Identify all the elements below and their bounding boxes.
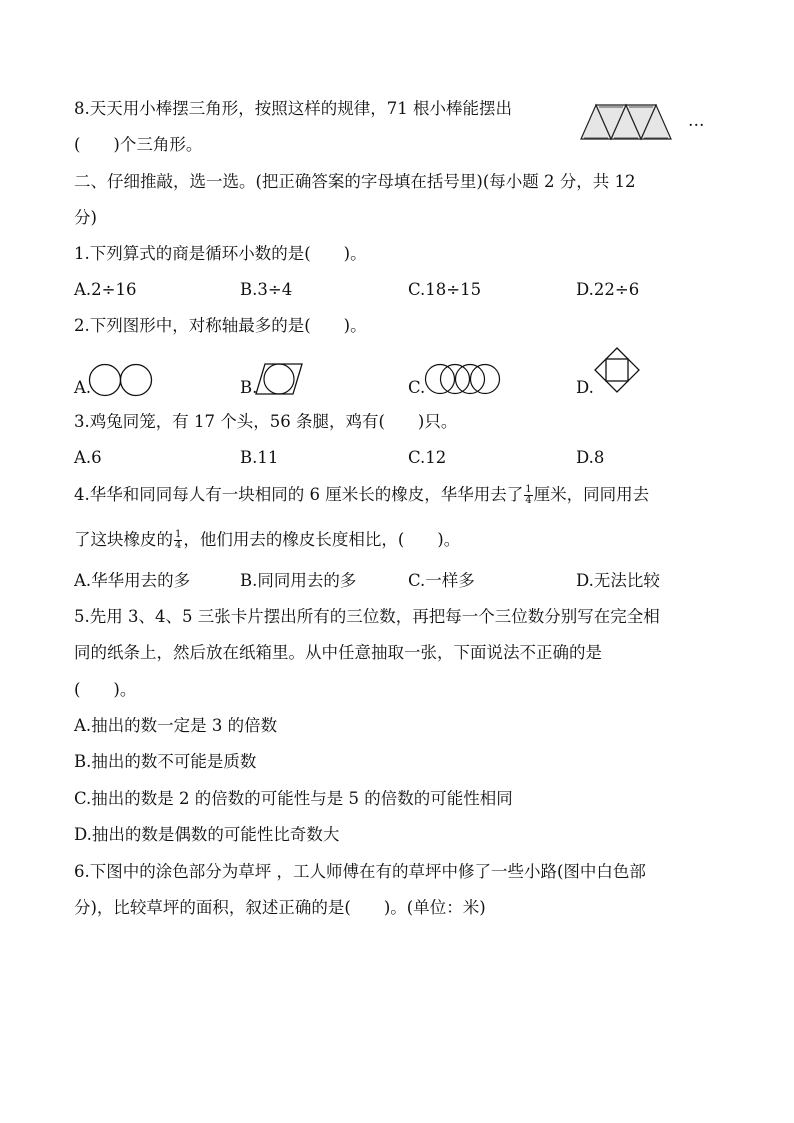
q2-option-d: D. — [576, 378, 594, 397]
q4-line2-post: ，他们用去的橡皮长度相比，( )。 — [183, 530, 461, 549]
q8-text-line1: 8.天天用小棒摆三角形，按照这样的规律，71 根小棒能摆出 — [74, 99, 512, 118]
q6-text-line2: 分)，比较草坪的面积，叙述正确的是( )。(单位：米) — [74, 898, 486, 917]
q4-fraction-1-numerator: 1 — [525, 484, 532, 495]
q5-option-d: D.抽出的数是偶数的可能性比奇数大 — [74, 825, 340, 844]
q4-fraction-2-denominator: 4 — [175, 540, 182, 551]
q5-option-a: A.抽出的数一定是 3 的倍数 — [74, 716, 278, 735]
q3-option-a: A.6 — [74, 448, 102, 467]
q1-option-b: B.3÷4 — [240, 280, 293, 299]
q3-option-d: D.8 — [576, 448, 605, 467]
q6-text-line1: 6.下图中的涂色部分为草坪 ，工人师傅在有的草坪中修了一些小路(图中白色部 — [74, 862, 646, 881]
q4-text-line1 — [74, 484, 649, 506]
q1-option-d: D.22÷6 — [576, 280, 640, 299]
triangle-sticks-figure — [578, 100, 688, 142]
q4-fraction-1-denominator: 4 — [525, 495, 532, 506]
q4-fraction-1 — [524, 485, 532, 506]
q8-ellipsis: … — [688, 111, 705, 130]
q4-text-line2 — [74, 529, 460, 551]
q1-option-a: A.2÷16 — [74, 280, 137, 299]
q4-line1-pre: 4.华华和同同每人有一块相同的 6 厘米长的橡皮，华华用去了 — [74, 485, 524, 504]
square-in-diamond-figure — [594, 347, 640, 393]
q8-text-line2: ( )个三角形。 — [74, 135, 203, 154]
two-circles-figure — [88, 363, 154, 397]
q3-text: 3.鸡兔同笼，有 17 个头，56 条腿，鸡有( )只。 — [74, 412, 458, 431]
q2-option-b: B. — [240, 378, 258, 397]
q4-option-d: D.无法比较 — [576, 571, 660, 590]
q1-option-c: C.18÷15 — [408, 280, 482, 299]
q4-line2-pre: 了这块橡皮的 — [74, 530, 173, 549]
q4-option-c: C.一样多 — [408, 571, 475, 590]
q1-text: 1.下列算式的商是循环小数的是( )。 — [74, 244, 367, 263]
q4-option-b: B.同同用去的多 — [240, 571, 357, 590]
q4-fraction-2-numerator: 1 — [175, 529, 182, 540]
q5-text-line2: 同的纸条上，然后放在纸箱里。从中任意抽取一张，下面说法不正确的是 — [74, 643, 602, 662]
q2-text: 2.下列图形中，对称轴最多的是( )。 — [74, 316, 367, 335]
section2-heading-line1: 二、仔细推敲，选一选。(把正确答案的字母填在括号里)(每小题 2 分，共 12 — [74, 172, 636, 191]
q4-line1-post: 厘米，同同用去 — [533, 485, 650, 504]
q5-option-b: B.抽出的数不可能是质数 — [74, 752, 257, 771]
section2-heading-line2: 分) — [74, 208, 97, 227]
q2-option-a: A. — [74, 378, 92, 397]
q4-option-a: A.华华用去的多 — [74, 571, 191, 590]
q2-option-c: C. — [408, 378, 426, 397]
parallelogram-circle-figure — [255, 362, 305, 396]
q5-option-c: C.抽出的数是 2 的倍数的可能性与是 5 的倍数的可能性相同 — [74, 789, 513, 808]
q5-text-line1: 5.先用 3、4、5 三张卡片摆出所有的三位数，再把每一个三位数分别写在完全相 — [74, 607, 660, 626]
q3-option-b: B.11 — [240, 448, 279, 467]
four-circles-figure — [424, 363, 502, 395]
q4-fraction-2 — [174, 530, 182, 551]
q5-text-line3: ( )。 — [74, 680, 137, 699]
q3-option-c: C.12 — [408, 448, 447, 467]
